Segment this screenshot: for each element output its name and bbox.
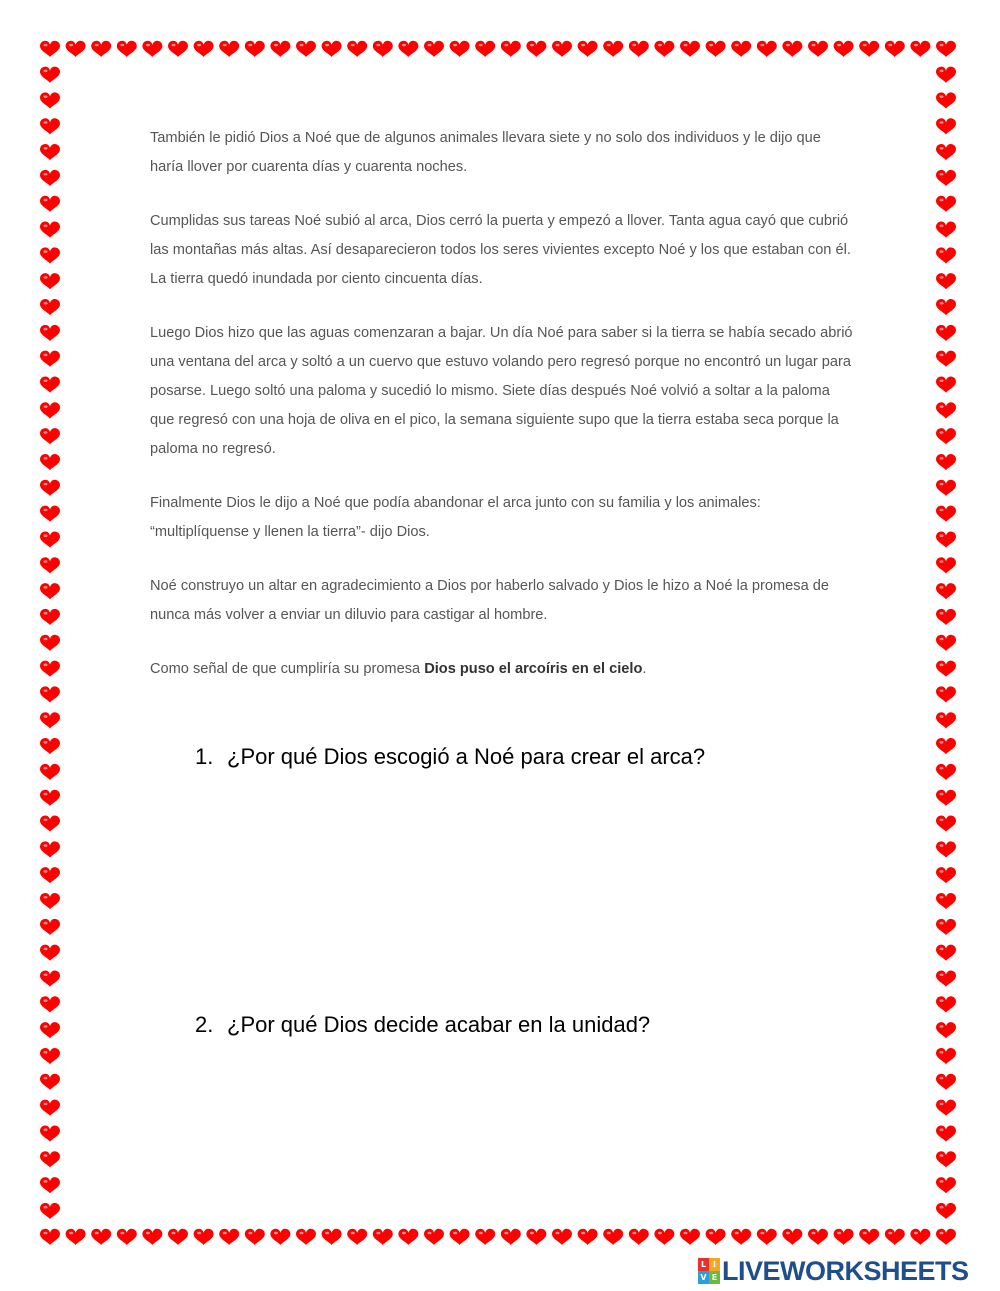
- heart-icon: [526, 1229, 546, 1245]
- heart-icon: [40, 945, 60, 961]
- paragraph-6-end: .: [642, 661, 647, 677]
- heart-icon: [40, 480, 60, 496]
- heart-icon: [706, 1229, 726, 1245]
- heart-icon: [40, 170, 60, 186]
- heart-icon: [654, 41, 674, 57]
- heart-icon: [603, 41, 623, 57]
- heart-icon: [40, 428, 60, 444]
- heart-icon: [936, 41, 956, 57]
- heart-icon: [936, 118, 956, 134]
- heart-icon: [936, 919, 956, 935]
- heart-icon: [40, 531, 60, 547]
- heart-icon: [936, 1203, 956, 1219]
- heart-icon: [40, 273, 60, 289]
- heart-icon: [40, 790, 60, 806]
- heart-icon: [40, 376, 60, 392]
- heart-icon: [654, 1229, 674, 1245]
- heart-icon: [40, 919, 60, 935]
- heart-icon: [936, 816, 956, 832]
- heart-icon: [40, 92, 60, 108]
- reading-passage: [150, 124, 855, 709]
- heart-icon: [40, 1203, 60, 1219]
- heart-icon: [603, 1229, 623, 1245]
- heart-icon: [936, 635, 956, 651]
- question-1-text: ¿Por qué Dios escogió a Noé para crear el arca?: [227, 744, 706, 769]
- heart-icon: [706, 41, 726, 57]
- heart-icon: [936, 764, 956, 780]
- paragraph-6-bold: Dios puso el arcoíris en el cielo: [424, 661, 643, 677]
- heart-icon: [936, 480, 956, 496]
- heart-icon: [347, 1229, 367, 1245]
- passage-paragraph-3: Luego Dios hizo que las aguas comenzaran a bajar. Un día Noé para saber si la tierra se había secado abrió una ventana del arca y soltó a un cuervo que estuvo volando pero regresó porque no encontró un lugar para posarse. Luego soltó una paloma y sucedió lo mismo. Siete días después Noé volvió a soltar a la paloma que regresó con una hoja de oliva en el pico, la semana siguiente supo que la tierra estaba seca porque la paloma no regresó.: [150, 325, 853, 457]
- heart-icon: [142, 1229, 162, 1245]
- heart-icon: [424, 1229, 444, 1245]
- heart-icon: [936, 1125, 956, 1141]
- heart-icon: [936, 351, 956, 367]
- heart-icon: [40, 351, 60, 367]
- heart-icon: [322, 41, 342, 57]
- heart-icon: [40, 454, 60, 470]
- heart-icon: [40, 67, 60, 83]
- heart-icon: [910, 1229, 930, 1245]
- heart-icon: [552, 1229, 572, 1245]
- heart-icon: [859, 1229, 879, 1245]
- heart-icon: [910, 41, 930, 57]
- heart-icon: [40, 764, 60, 780]
- heart-icon: [885, 41, 905, 57]
- heart-icon: [40, 196, 60, 212]
- heart-icon: [373, 41, 393, 57]
- heart-icon: [808, 1229, 828, 1245]
- heart-icon: [40, 222, 60, 238]
- heart-icon: [936, 945, 956, 961]
- heart-icon: [936, 247, 956, 263]
- heart-icon: [936, 1022, 956, 1038]
- heart-icon: [936, 67, 956, 83]
- heart-icon: [936, 144, 956, 160]
- heart-icon: [936, 583, 956, 599]
- heart-icon: [936, 325, 956, 341]
- heart-icon: [936, 996, 956, 1012]
- heart-icon: [936, 376, 956, 392]
- heart-icon: [40, 635, 60, 651]
- heart-icon: [40, 402, 60, 418]
- heart-icon: [40, 1125, 60, 1141]
- heart-icon: [322, 1229, 342, 1245]
- logo-letter-l: L: [698, 1258, 709, 1271]
- heart-icon: [40, 1229, 60, 1245]
- heart-icon: [731, 1229, 751, 1245]
- heart-icon: [731, 41, 751, 57]
- heart-icon: [936, 1151, 956, 1167]
- logo-letter-i: I: [709, 1258, 720, 1271]
- logo-letter-v: V: [698, 1271, 709, 1284]
- heart-icon: [296, 41, 316, 57]
- heart-icon: [680, 41, 700, 57]
- heart-icon: [219, 41, 239, 57]
- question-1: [195, 744, 705, 770]
- heart-icon: [40, 144, 60, 160]
- heart-icon: [117, 41, 137, 57]
- paragraph-6-start: Como señal de que cumpliría su promesa: [150, 661, 425, 677]
- heart-icon: [936, 609, 956, 625]
- passage-paragraph-1: También le pidió Dios a Noé que de algunos animales llevara siete y no solo dos individuos y le dijo que haría llover por cuarenta días y cuarenta noches.: [150, 130, 821, 175]
- heart-icon: [424, 41, 444, 57]
- heart-icon: [40, 299, 60, 315]
- heart-icon: [142, 41, 162, 57]
- heart-icon: [936, 428, 956, 444]
- heart-icon: [936, 1229, 956, 1245]
- heart-icon: [40, 816, 60, 832]
- heart-icon: [578, 1229, 598, 1245]
- heart-icon: [936, 92, 956, 108]
- heart-icon: [501, 1229, 521, 1245]
- heart-icon: [40, 893, 60, 909]
- heart-icon: [40, 247, 60, 263]
- heart-icon: [936, 557, 956, 573]
- heart-icon: [936, 686, 956, 702]
- heart-icon: [40, 325, 60, 341]
- heart-icon: [936, 661, 956, 677]
- heart-icon: [40, 1151, 60, 1167]
- heart-icon: [782, 1229, 802, 1245]
- heart-icon: [475, 41, 495, 57]
- heart-icon: [936, 273, 956, 289]
- heart-icon: [270, 41, 290, 57]
- heart-icon: [936, 196, 956, 212]
- passage-paragraph-5: Noé construyo un altar en agradecimiento a Dios por haberlo salvado y Dios le hizo a Noé la promesa de nunca más volver a enviar un diluvio para castigar al hombre.: [150, 578, 829, 623]
- heart-icon: [808, 41, 828, 57]
- heart-icon: [936, 738, 956, 754]
- heart-icon: [40, 1177, 60, 1193]
- heart-icon: [526, 41, 546, 57]
- heart-icon: [40, 867, 60, 883]
- heart-icon: [936, 506, 956, 522]
- heart-icon: [40, 1048, 60, 1064]
- heart-icon: [936, 454, 956, 470]
- heart-icon: [936, 841, 956, 857]
- heart-icon: [270, 1229, 290, 1245]
- logo-text: LIVEWORKSHEETS: [722, 1255, 969, 1286]
- heart-icon: [91, 1229, 111, 1245]
- heart-icon: [40, 841, 60, 857]
- heart-icon: [936, 1074, 956, 1090]
- heart-icon: [782, 41, 802, 57]
- heart-icon: [194, 1229, 214, 1245]
- heart-icon: [450, 41, 470, 57]
- logo-mark-icon: [698, 1258, 720, 1284]
- heart-icon: [936, 402, 956, 418]
- heart-icon: [501, 41, 521, 57]
- heart-icon: [936, 1048, 956, 1064]
- heart-icon: [66, 1229, 86, 1245]
- heart-icon: [40, 1022, 60, 1038]
- heart-icon: [552, 41, 572, 57]
- question-2-text: ¿Por qué Dios decide acabar en la unidad?: [227, 1012, 651, 1037]
- question-2: [195, 1012, 650, 1038]
- heart-icon: [936, 299, 956, 315]
- heart-icon: [936, 712, 956, 728]
- passage-paragraph-4: Finalmente Dios le dijo a Noé que podía abandonar el arca junto con su familia y los animales: “multiplíquense y llenen la tierra”- dijo Dios.: [150, 495, 761, 540]
- heart-icon: [194, 41, 214, 57]
- heart-icon: [40, 996, 60, 1012]
- heart-icon: [40, 970, 60, 986]
- heart-icon: [398, 1229, 418, 1245]
- heart-icon: [450, 1229, 470, 1245]
- heart-icon: [629, 1229, 649, 1245]
- heart-icon: [757, 41, 777, 57]
- heart-icon: [40, 1074, 60, 1090]
- answer-area-2[interactable]: [225, 1058, 845, 1208]
- heart-icon: [40, 661, 60, 677]
- heart-icon: [936, 970, 956, 986]
- heart-icon: [40, 686, 60, 702]
- heart-icon: [936, 1100, 956, 1116]
- heart-icon: [40, 118, 60, 134]
- heart-icon: [936, 1177, 956, 1193]
- heart-icon: [40, 41, 60, 57]
- question-2-number: 2.: [195, 1012, 214, 1037]
- heart-icon: [66, 41, 86, 57]
- heart-icon: [168, 41, 188, 57]
- passage-paragraph-2: Cumplidas sus tareas Noé subió al arca, Dios cerró la puerta y empezó a llover. Tanta agua cayó que cubrió las montañas más altas. Así desaparecieron todos los seres vivientes excepto Noé y los que estaban con él. La tierra quedó inundada por ciento cincuenta días.: [150, 213, 851, 287]
- heart-icon: [680, 1229, 700, 1245]
- heart-icon: [373, 1229, 393, 1245]
- heart-icon: [117, 1229, 137, 1245]
- heart-icon: [629, 41, 649, 57]
- heart-icon: [936, 790, 956, 806]
- question-1-number: 1.: [195, 744, 214, 769]
- heart-icon: [936, 531, 956, 547]
- heart-icon: [936, 170, 956, 186]
- heart-icon: [91, 41, 111, 57]
- heart-icon: [936, 893, 956, 909]
- heart-icon: [40, 712, 60, 728]
- heart-icon: [40, 609, 60, 625]
- heart-icon: [859, 41, 879, 57]
- heart-icon: [398, 41, 418, 57]
- heart-icon: [245, 41, 265, 57]
- heart-icon: [168, 1229, 188, 1245]
- heart-icon: [40, 1100, 60, 1116]
- heart-icon: [475, 1229, 495, 1245]
- heart-icon: [757, 1229, 777, 1245]
- answer-area-1[interactable]: [225, 790, 845, 980]
- heart-icon: [40, 583, 60, 599]
- heart-icon: [834, 41, 854, 57]
- liveworksheets-logo: [698, 1256, 969, 1286]
- logo-letter-e: E: [709, 1271, 720, 1284]
- heart-icon: [885, 1229, 905, 1245]
- heart-icon: [834, 1229, 854, 1245]
- heart-icon: [40, 506, 60, 522]
- heart-icon: [578, 41, 598, 57]
- heart-icon: [40, 557, 60, 573]
- heart-icon: [40, 738, 60, 754]
- heart-icon: [936, 222, 956, 238]
- heart-icon: [245, 1229, 265, 1245]
- heart-icon: [936, 867, 956, 883]
- heart-icon: [296, 1229, 316, 1245]
- heart-icon: [219, 1229, 239, 1245]
- passage-paragraph-6: [150, 655, 855, 684]
- heart-icon: [347, 41, 367, 57]
